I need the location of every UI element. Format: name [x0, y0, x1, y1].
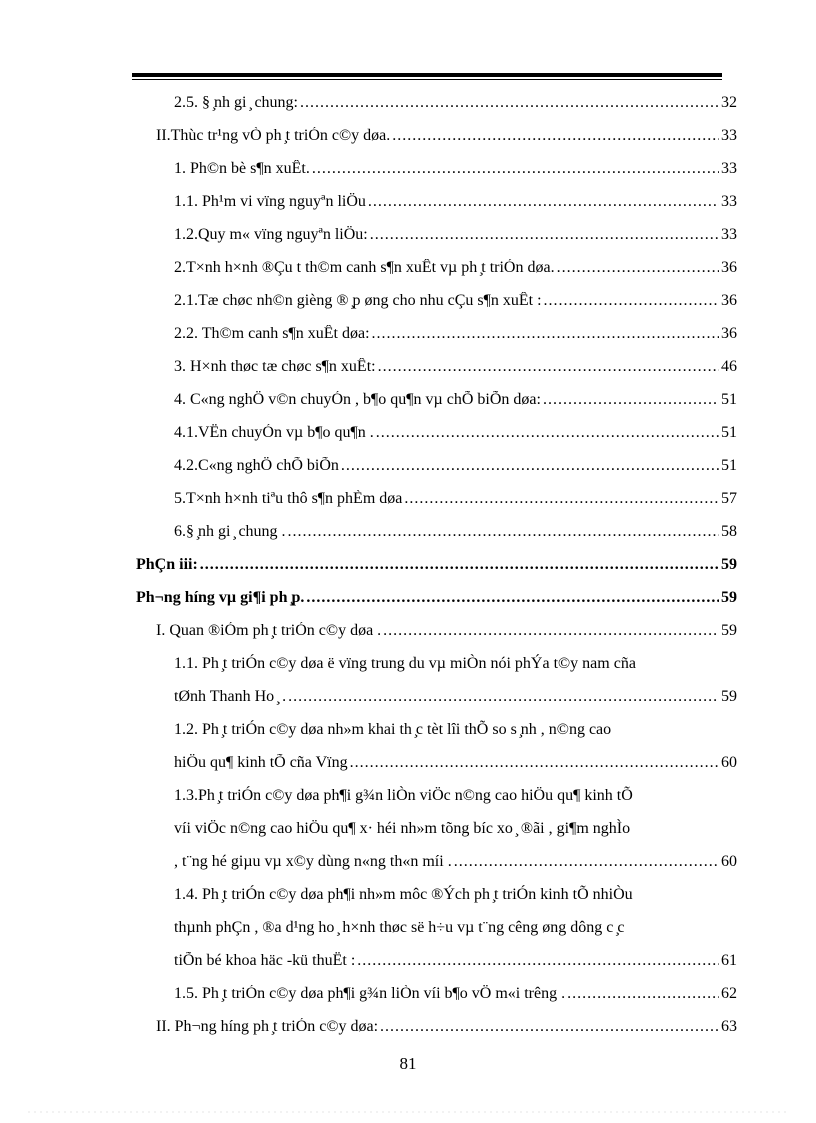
leader-dots [372, 325, 719, 343]
toc-entry[interactable]: 2.2. Th©m canh s¶n xuÊt døa: ..... 36 [174, 325, 737, 355]
leader-dots [376, 424, 719, 442]
leader-dots [454, 853, 719, 871]
leader-dots [350, 754, 719, 772]
toc-entry-first-line[interactable]: 1.4. Ph ̧t triÓn c©y døa ph¶i nh»m môc ®Ých ph ̧t triÓn kinh tÕ nhiÒu [174, 886, 633, 903]
toc-entry-first-line[interactable]: 1.3.Ph ̧t triÓn c©y døa ph¶i g¾n liÒn viÖc n©ng cao hiÖu qu¶ kinh tÕ [174, 787, 633, 804]
leader-dots [370, 226, 719, 244]
toc-entry[interactable]: II.Thùc tr¹ng vÒ ph ̧t triÓn c©y døa. ..... 33 [156, 127, 737, 157]
toc-entry[interactable]: 4.1.VËn chuyÓn vµ b¶o qu¶n . ..... 51 [174, 424, 737, 454]
leader-dots [357, 952, 719, 970]
leader-dots [368, 193, 719, 211]
toc-entry[interactable]: II. Ph¬ng híng ph ̧t triÓn c©y døa: ..... 63 [156, 1018, 737, 1048]
leader-dots [567, 985, 719, 1003]
leader-dots [404, 490, 719, 508]
toc-entry-part[interactable]: Ph¬ng híng vµ gi¶i ph ̧p. ..... 59 [136, 589, 737, 619]
leader-dots [378, 358, 719, 376]
header-rule-thin [132, 79, 722, 80]
toc-entry[interactable]: 1.2.Quy m« vïng nguyªn liÖu: ..... 33 [174, 226, 737, 256]
toc-entry[interactable]: tiÕn bé khoa häc -kü thuËt : ..... 61 [174, 952, 737, 982]
toc-entry-continuation[interactable]: thµnh phÇn , ®a d¹ng ho ̧ h×nh thøc së h÷u vµ t¨ng cêng øng dông c ̧c [174, 919, 625, 936]
toc-entry[interactable]: 4.2.C«ng nghÖ chÕ biÕn ..... 51 [174, 457, 737, 487]
toc-entry-first-line[interactable]: 1.2. Ph ̧t triÓn c©y døa nh»m khai th ̧c tèt lîi thÕ so s ̧nh , n©ng cao [174, 721, 612, 738]
leader-dots [543, 391, 719, 409]
leader-dots [306, 589, 719, 607]
toc-entry[interactable]: tØnh Thanh Ho ̧ . ..... 59 [174, 688, 737, 718]
leader-dots [312, 160, 719, 178]
toc-entry[interactable]: I. Quan ®iÓm ph ̧t triÓn c©y døa . ..... 59 [156, 622, 737, 652]
toc-entry-part[interactable]: PhÇn iii: ..... 59 [136, 556, 737, 586]
leader-dots [288, 523, 719, 541]
toc-entry[interactable]: 6.§ ̧nh gi ̧ chung . ..... 58 [174, 523, 737, 553]
leader-dots [392, 127, 719, 145]
leader-dots [200, 556, 719, 574]
toc-entry[interactable]: 5.T×nh h×nh tiªu thô s¶n phÈm døa ..... 57 [174, 490, 737, 520]
toc-entry[interactable]: , t¨ng hé giµu vµ x©y dùng n«ng th«n míi . ..... 60 [174, 853, 737, 883]
toc-entry[interactable]: 3. H×nh thøc tæ chøc s¶n xuÊt: ..... 46 [174, 358, 737, 388]
leader-dots [300, 94, 719, 112]
toc-entry[interactable]: 1. Ph©n bè s¶n xuÊt. ..... 33 [174, 160, 737, 190]
page-number: 81 [399, 1054, 417, 1073]
leader-dots [557, 259, 719, 277]
page-bottom-edge [26, 1111, 790, 1113]
toc-entry[interactable]: 2.1.Tæ chøc nh©n gièng ® ̧p øng cho nhu cÇu s¶n xuÊt : ..... 36 [174, 292, 737, 322]
toc-entry[interactable]: 2.5. § ̧nh gi ̧ chung: ..... 32 [174, 94, 737, 124]
leader-dots [380, 1018, 719, 1036]
toc-entry[interactable]: 4. C«ng nghÖ v©n chuyÓn , b¶o qu¶n vµ chÕ biÕn døa: ..... 51 [174, 391, 737, 421]
toc-entry[interactable]: hiÖu qu¶ kinh tÕ cña Vïng ..... 60 [174, 754, 737, 784]
toc-entry-continuation[interactable]: víi viÖc n©ng cao hiÖu qu¶ x· héi nh»m tõng bíc xo ̧ ®ãi , gi¶m nghÌo [174, 820, 631, 837]
toc-entry[interactable]: 2.T×nh h×nh ®Çu t th©m canh s¶n xuÊt vµ ph ̧t triÓn døa. ..... 36 [174, 259, 737, 289]
toc-entry-first-line[interactable]: 1.1. Ph ̧t triÓn c©y døa ë vïng trung du vµ miÒn nói phÝa t©y nam cña [174, 655, 636, 672]
leader-dots [288, 688, 719, 706]
leader-dots [544, 292, 719, 310]
toc-entry[interactable]: 1.1. Ph¹m vi vïng nguyªn liÖu ..... 33 [174, 193, 737, 223]
toc-entry[interactable]: 1.5. Ph ̧t triÓn c©y døa ph¶i g¾n liÒn víi b¶o vÖ m«i trêng . ..... 62 [174, 985, 737, 1015]
leader-dots [383, 622, 719, 640]
header-rule-thick [132, 73, 722, 77]
leader-dots [341, 457, 719, 475]
